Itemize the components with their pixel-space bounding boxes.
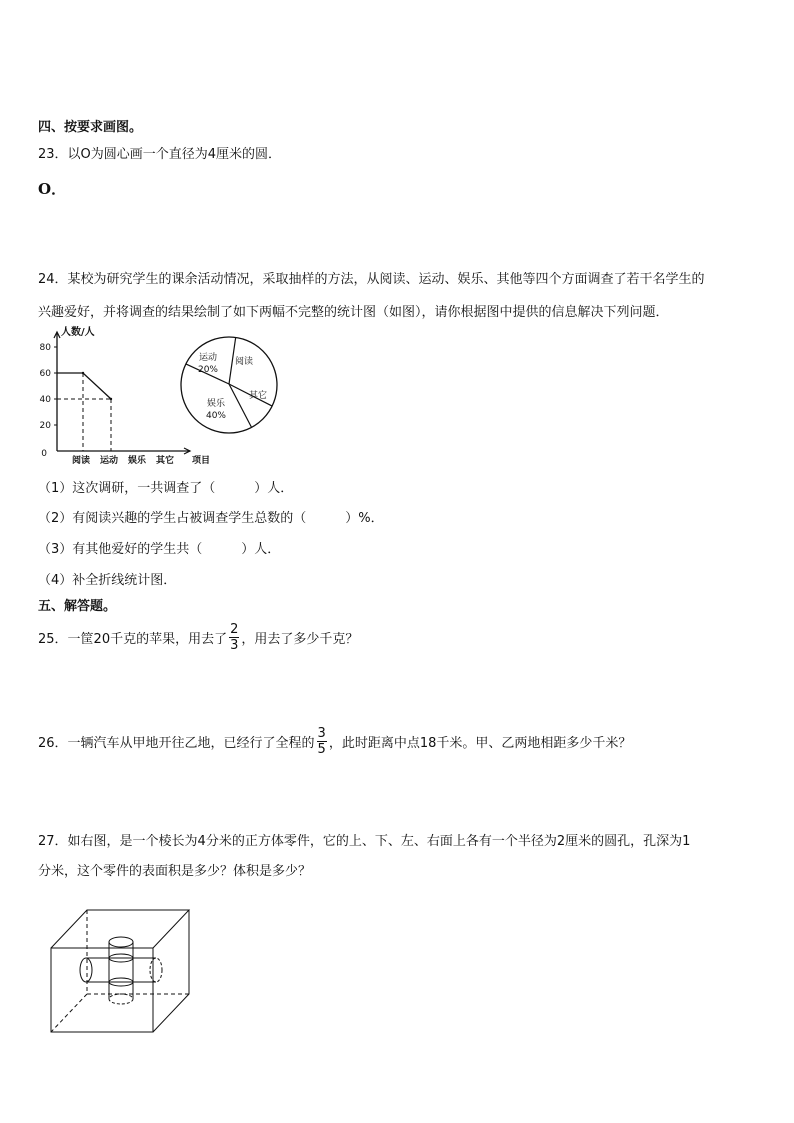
- question-24-sub1: （1）这次调研，一共调查了（ ）人．: [38, 481, 294, 496]
- cube-top-face: [51, 910, 189, 948]
- x-category-label: 其它: [156, 456, 175, 466]
- question-24-line1: 24．某校为研究学生的课余活动情况，采取抽样的方法，从阅读、运动、娱乐、其他等四个方面调查了若干名学生的: [38, 272, 705, 287]
- cube-front-face: [51, 948, 153, 1032]
- question-26: [38, 724, 631, 758]
- fraction-denominator: 3: [230, 637, 239, 653]
- fraction-numerator: 2: [230, 621, 239, 637]
- question-27-line2: 分米，这个零件的表面积是多少？体积是多少？: [38, 864, 312, 879]
- fraction-2-3: [229, 622, 239, 653]
- y-tick-label: 80: [39, 343, 51, 353]
- y-axis-label: 人数/人: [61, 327, 95, 338]
- line-chart-x-labels: [72, 454, 210, 466]
- top-hole: [109, 937, 133, 947]
- series-line: [57, 373, 111, 399]
- left-hole: [80, 958, 92, 982]
- data-point: [82, 372, 84, 374]
- pie-slice-label: 其它: [248, 391, 268, 401]
- pie-chart: [178, 334, 280, 436]
- y-tick-label: 0: [41, 449, 47, 459]
- right-hole: [150, 958, 162, 982]
- x-category-label: 运动: [100, 456, 119, 466]
- question-25-after: ，用去了多少千克？: [241, 631, 359, 647]
- center-point-label: O．: [38, 180, 67, 198]
- section-4-heading: 四、按要求画图。: [38, 120, 143, 135]
- pie-slice-label: 娱乐: [206, 399, 226, 409]
- line-chart-y-ticks: [40, 343, 57, 459]
- fraction-denominator: 5: [317, 741, 326, 757]
- x-category-label: 娱乐: [128, 456, 147, 466]
- question-23-text: 23．以O为圆心画一个直径为4厘米的圆．: [38, 147, 282, 162]
- pie-slice-label: 运动: [198, 353, 218, 363]
- question-26-before: 26．一辆汽车从甲地开往乙地，已经行了全程的: [38, 735, 315, 751]
- cube-hidden-edge: [51, 994, 87, 1032]
- question-24-sub2: （2）有阅读兴趣的学生占被调查学生总数的（ ）%．: [38, 511, 384, 526]
- data-point: [110, 398, 112, 400]
- section-5-heading: 五、解答题。: [38, 599, 117, 614]
- question-24-sub4: （4）补全折线统计图．: [38, 573, 177, 588]
- y-tick-label: 40: [39, 395, 51, 405]
- cube-hidden-edges: [87, 910, 189, 994]
- pie-slice-percent: 20%: [197, 365, 219, 375]
- cube-with-holes-figure: [48, 905, 196, 1035]
- y-tick-label: 60: [39, 369, 51, 379]
- pie-slice-label: 阅读: [234, 357, 254, 367]
- question-26-after: ，此时距离中点18千米。甲、乙两地相距多少千米？: [328, 735, 632, 751]
- bottom-hole: [109, 994, 133, 1004]
- question-24-line2: 兴趣爱好，并将调查的结果绘制了如下两幅不完整的统计图（如图），请你根据图中提供的信息解决下列问题．: [38, 305, 669, 320]
- line-chart-axes: [54, 325, 190, 454]
- question-24-sub3: （3）有其他爱好的学生共（ ）人．: [38, 542, 281, 557]
- fraction-numerator: 3: [317, 725, 326, 741]
- x-category-label: 阅读: [72, 456, 91, 466]
- fraction-3-5: [317, 726, 327, 757]
- line-chart-series: [57, 372, 112, 451]
- question-25: [38, 620, 358, 654]
- x-axis-label: 项目: [192, 456, 211, 466]
- question-25-before: 25．一筐20千克的苹果，用去了: [38, 631, 228, 647]
- question-27-line1: 27．如右图，是一个棱长为4分米的正方体零件，它的上、下、左、右面上各有一个半径为2厘米的圆孔，孔深为1: [38, 834, 691, 849]
- y-tick-label: 20: [39, 421, 51, 431]
- pie-slice-percent: 40%: [205, 411, 227, 421]
